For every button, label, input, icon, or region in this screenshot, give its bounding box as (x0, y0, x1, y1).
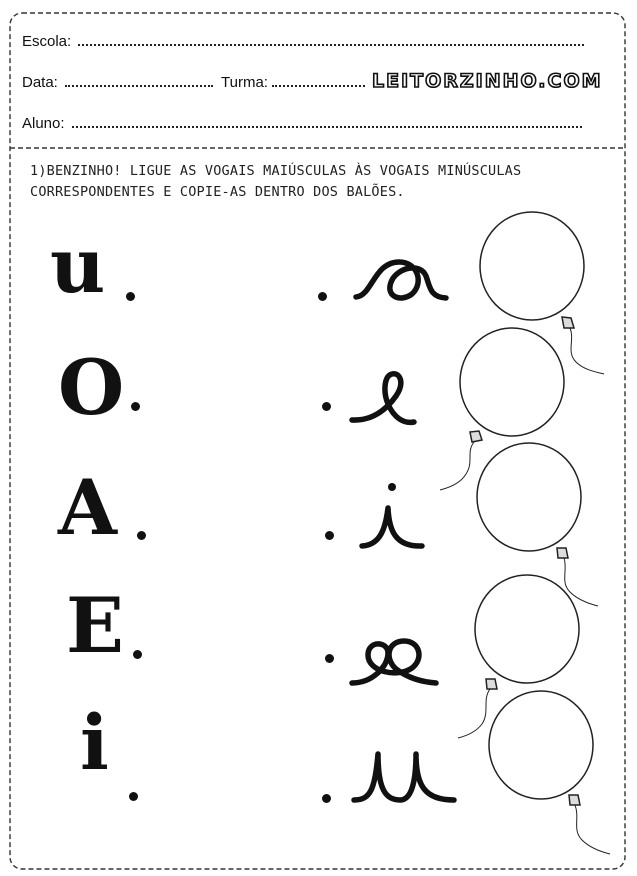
balloon-3 (477, 443, 598, 606)
cursive-i (362, 508, 422, 546)
data-label: Data: (22, 74, 58, 91)
cursive-i-dot (388, 483, 396, 491)
brand-logo: LEITORZINHO.COM (372, 70, 603, 92)
letter-i: i (80, 698, 109, 787)
cursive-e (352, 374, 414, 423)
cursive-a (356, 262, 446, 298)
match-dot-left-3[interactable] (137, 531, 146, 540)
escola-field[interactable] (78, 44, 584, 46)
match-dot-right-4[interactable] (325, 654, 334, 663)
data-field[interactable] (65, 85, 213, 87)
letter-e: E (66, 581, 124, 670)
match-dot-right-2[interactable] (322, 402, 331, 411)
balloon-4 (458, 575, 579, 738)
escola-label: Escola: (22, 33, 72, 50)
balloon-1 (480, 212, 604, 374)
turma-label: Turma: (221, 74, 268, 91)
aluno-label: Aluno: (22, 115, 65, 132)
match-dot-right-3[interactable] (325, 531, 334, 540)
match-dot-right-1[interactable] (318, 292, 327, 301)
cursive-u (354, 754, 454, 800)
match-dot-left-2[interactable] (131, 402, 140, 411)
balloon-2 (440, 328, 564, 490)
balloon-5 (489, 691, 610, 854)
letter-u: u (50, 221, 106, 310)
match-dot-right-5[interactable] (322, 794, 331, 803)
turma-field[interactable] (272, 85, 365, 87)
cursive-o (352, 641, 436, 683)
instruction-line-1: 1)BENZINHO! LIGUE AS VOGAIS MAIÚSCULAS ÀS VOGAIS MINÚSCULAS (30, 163, 522, 179)
instruction-line-2: CORRESPONDENTES E COPIE-AS DENTRO DOS BALÕES. (30, 184, 405, 200)
match-dot-left-1[interactable] (126, 292, 135, 301)
match-dot-left-4[interactable] (133, 650, 142, 659)
match-dot-left-5[interactable] (129, 792, 138, 801)
aluno-field[interactable] (72, 126, 582, 128)
letter-a: A (58, 463, 117, 552)
letter-o: O (58, 343, 125, 432)
